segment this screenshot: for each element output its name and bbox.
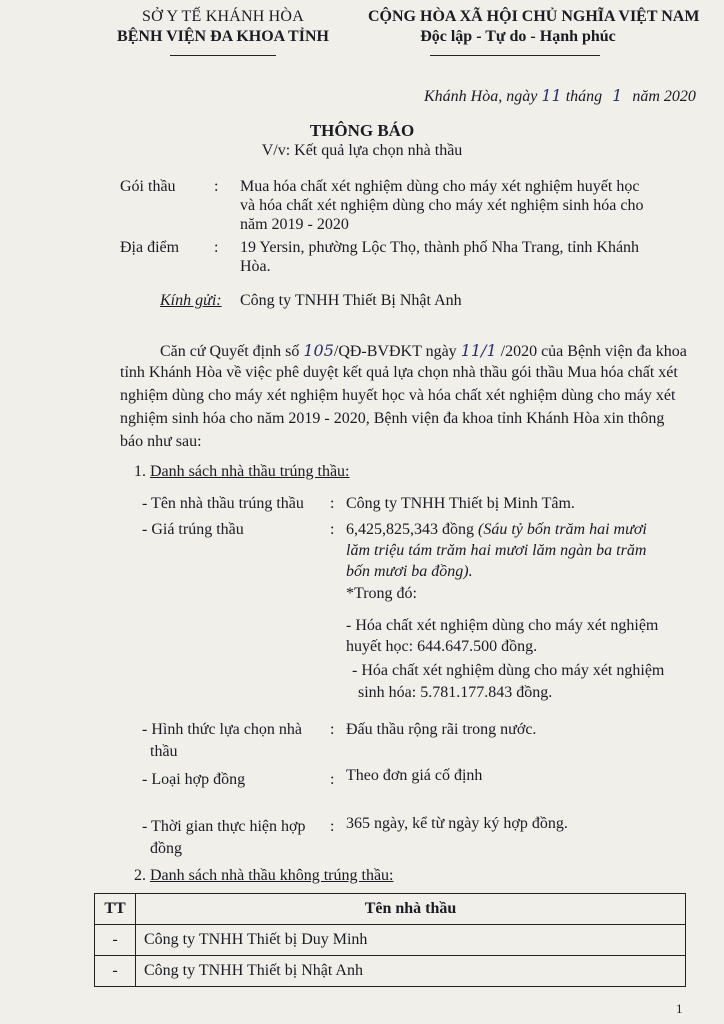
section-2-heading (134, 867, 394, 885)
hospital-name: BỆNH VIỆN ĐA KHOA TỈNH (117, 28, 329, 45)
date-prefix: Khánh Hòa, ngày (424, 88, 538, 105)
recipient-label: Kính gửi: (160, 292, 222, 309)
decision-date-handwritten: 11/1 (460, 341, 497, 360)
duration-label-2: đồng (150, 840, 182, 857)
body-line-2: tỉnh Khánh Hòa về việc phê duyệt kết quả lựa chọn nhà thầu gói thầu Mua hóa chất xét (120, 364, 678, 381)
agency-name: SỞ Y TẾ KHÁNH HÒA (142, 8, 304, 25)
price-label: - Giá trúng thầu (142, 521, 244, 538)
date-month-handwritten: 1 (612, 86, 623, 105)
contract-colon: : (330, 771, 335, 788)
body-line-1-end: /2020 của Bệnh viện đa khoa (500, 343, 687, 360)
method-colon: : (330, 721, 335, 738)
package-label: Gói thầu (120, 178, 176, 195)
document-title: THÔNG BÁO (309, 121, 415, 140)
method-value: Đấu thầu rộng rãi trong nước. (346, 721, 537, 738)
breakdown-1-line-1: - Hóa chất xét nghiệm dùng cho máy xét nghiệm (346, 617, 659, 634)
breakdown-1-line-2: huyết học: 644.647.500 đồng. (346, 638, 538, 655)
breakdown-2-line-2: sinh hóa: 5.781.177.843 đồng. (358, 684, 553, 701)
decision-number-handwritten: 105 (303, 341, 334, 360)
body-line-3: nghiệm dùng cho máy xét nghiệm huyết học và hóa chất xét nghiệm dùng cho máy xét (120, 387, 676, 404)
price-colon: : (330, 521, 335, 538)
section-1-heading (134, 463, 350, 481)
section-1-title: Danh sách nhà thầu trúng thầu: (150, 463, 350, 480)
date-month-label: tháng (565, 88, 603, 105)
section-2-number: 2. (134, 867, 146, 884)
section-2-title: Danh sách nhà thầu không trúng thầu: (150, 867, 394, 884)
method-label-1: - Hình thức lựa chọn nhà (142, 721, 302, 738)
row-name: Công ty TNHH Thiết bị Duy Minh (136, 925, 686, 956)
national-heading (368, 8, 700, 46)
col-name-header: Tên nhà thầu (136, 894, 686, 925)
package-line-1: Mua hóa chất xét nghiệm dùng cho máy xét nghiệm huyết học (240, 178, 640, 195)
location-line-1: 19 Yersin, phường Lộc Thọ, thành phố Nha Trang, tỉnh Khánh (240, 239, 640, 256)
package-line-2: và hóa chất xét nghiệm dùng cho máy xét nghiệm sinh hóa cho (240, 197, 644, 214)
country-name: CỘNG HÒA XÃ HỘI CHỦ NGHĨA VIỆT NAM (368, 8, 700, 25)
table-row (95, 925, 686, 956)
col-tt-header: TT (95, 894, 136, 925)
document-subject: V/v: Kết quả lựa chọn nhà thầu (261, 142, 463, 159)
price-line-1 (346, 521, 647, 539)
price-words-1: (Sáu tỷ bốn trăm hai mươi (478, 521, 647, 538)
losing-bidders-table (94, 893, 686, 987)
body-line-1-start: Căn cứ Quyết định số (160, 343, 300, 360)
location-label: Địa điểm (120, 239, 180, 256)
date-line (424, 86, 696, 106)
motto-underline (430, 55, 600, 56)
date-year: năm 2020 (632, 88, 696, 105)
breakdown-2-line-1: - Hóa chất xét nghiệm dùng cho máy xét nghiệm (352, 662, 665, 679)
breakdown-title: *Trong đó: (346, 585, 417, 602)
issuer-underline (170, 55, 276, 56)
row-tt: - (95, 925, 136, 956)
location-colon: : (214, 239, 219, 256)
duration-value: 365 ngày, kể từ ngày ký hợp đồng. (346, 815, 568, 832)
body-line-1 (160, 341, 687, 361)
price-value: 6,425,825,343 đồng (346, 521, 474, 538)
body-line-1-mid: /QĐ-BVĐKT ngày (333, 343, 457, 360)
winner-label: - Tên nhà thầu trúng thầu (142, 495, 304, 512)
body-line-4: nghiệm sinh hóa cho năm 2019 - 2020, Bệnh viện đa khoa tỉnh Khánh Hòa xin thông (120, 410, 665, 427)
duration-label-1: - Thời gian thực hiện hợp (142, 818, 306, 835)
package-line-3: năm 2019 - 2020 (240, 216, 349, 233)
section-1-number: 1. (134, 463, 146, 480)
winner-colon: : (330, 495, 335, 512)
table-row (95, 956, 686, 987)
price-words-2: lăm triệu tám trăm hai mươi lăm ngàn ba trăm (346, 542, 647, 559)
location-line-2: Hòa. (240, 258, 271, 275)
issuer-block (78, 8, 368, 46)
contract-value: Theo đơn giá cố định (346, 767, 483, 784)
duration-colon: : (330, 818, 335, 835)
national-motto: Độc lập - Tự do - Hạnh phúc (420, 28, 616, 45)
contract-label: - Loại hợp đồng (142, 771, 246, 788)
row-name: Công ty TNHH Thiết bị Nhật Anh (136, 956, 686, 987)
method-label-2: thầu (150, 743, 178, 760)
winner-value: Công ty TNHH Thiết bị Minh Tâm. (346, 495, 575, 512)
recipient-value: Công ty TNHH Thiết Bị Nhật Anh (240, 292, 462, 309)
table-header-row (95, 894, 686, 925)
date-day-handwritten: 11 (541, 86, 562, 105)
price-words-3: bốn mươi ba đồng). (346, 563, 473, 580)
body-line-5: báo như sau: (120, 433, 202, 450)
row-tt: - (95, 956, 136, 987)
package-colon: : (214, 178, 219, 195)
page-number: 1 (676, 1001, 683, 1016)
